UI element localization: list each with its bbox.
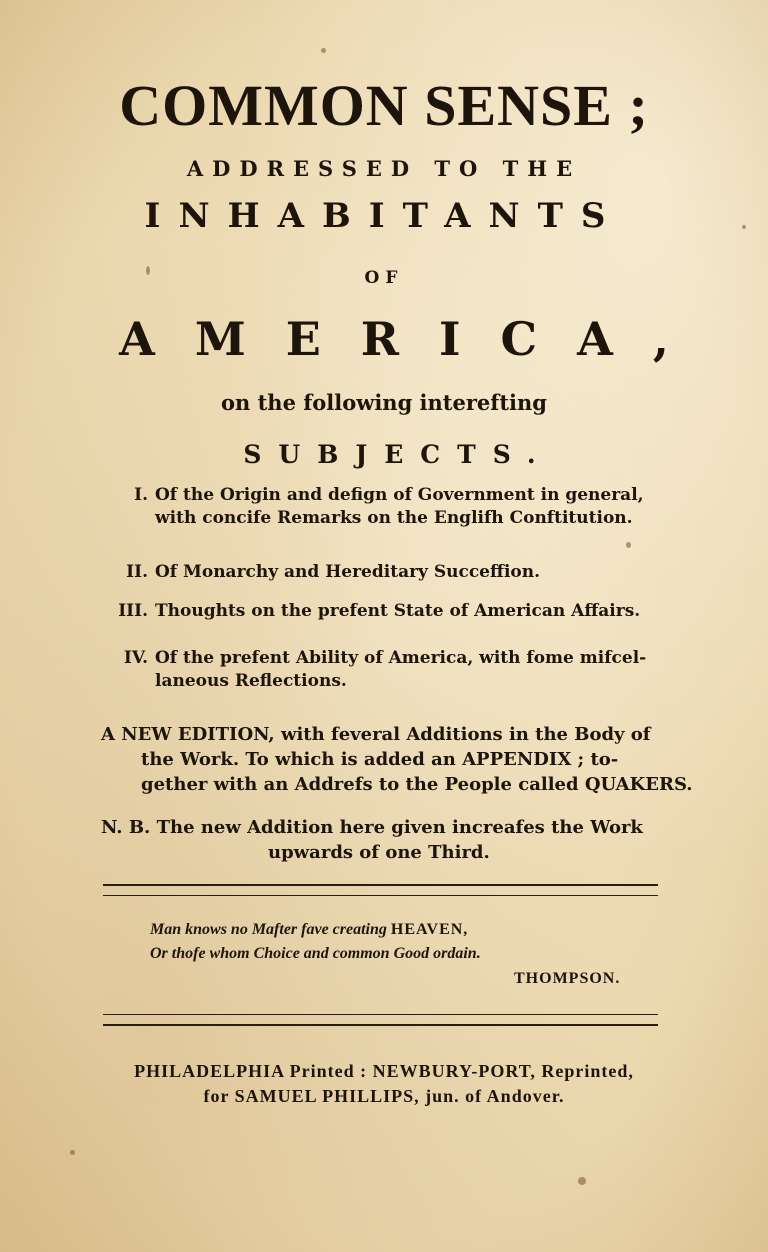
subject-numeral: III.	[118, 601, 148, 621]
of-line: OF	[364, 268, 404, 288]
divider-rule	[103, 1014, 658, 1015]
subjects-heading: SUBJECTS.	[243, 440, 553, 469]
subject-text-line: Of Monarchy and Hereditary Succeffion.	[155, 562, 541, 582]
motto-line	[150, 918, 468, 942]
inhabitants-line: INHABITANTS	[144, 196, 624, 236]
subject-text-line: laneous Reflections.	[155, 671, 347, 691]
nb-note-continuation	[268, 840, 490, 865]
addressed-line: ADDRESSED TO THE	[186, 156, 582, 181]
imprint-line: for SAMUEL PHILLIPS, jun. of Andover.	[203, 1086, 565, 1106]
nb-line: N. B. The new Addition here given increafes the Work	[101, 817, 643, 838]
paper-spot	[578, 1177, 586, 1185]
subject-text-line: with concife Remarks on the Englifh Conftitution.	[155, 508, 633, 528]
edition-note	[101, 722, 693, 797]
subject-text-line: Of the Origin and defign of Government in general,	[155, 485, 644, 505]
nb-note	[101, 815, 643, 840]
america-line: AMERICA,	[119, 312, 709, 366]
imprint-line: PHILADELPHIA Printed : NEWBURY-PORT, Reprinted,	[134, 1061, 634, 1081]
nb-line: upwards of one Third.	[268, 842, 490, 863]
edition-line: the Work. To which is added an APPENDIX ; to-	[141, 749, 619, 770]
book-title: COMMON SENSE ;	[119, 73, 649, 138]
motto-attribution: THOMPSON.	[514, 970, 621, 987]
divider-rule	[103, 895, 658, 896]
paper-spot	[70, 1150, 75, 1155]
subject-text-line: Of the prefent Ability of America, with fome mifcel-	[155, 648, 647, 668]
motto-line: Or thofe whom Choice and common Good ordain.	[150, 945, 481, 962]
paper-spot	[321, 48, 326, 53]
following-line: on the following interefting	[221, 390, 547, 415]
motto-heaven: HEAVEN,	[390, 921, 469, 938]
edition-line: gether with an Addrefs to the People called QUAKERS.	[141, 774, 693, 795]
subject-numeral: II.	[126, 562, 148, 582]
divider-rule	[103, 1024, 658, 1026]
subject-numeral: I.	[134, 485, 148, 505]
paper-spot	[626, 542, 631, 548]
subject-text-line: Thoughts on the prefent State of American Affairs.	[155, 601, 641, 621]
motto-text: Man knows no Mafter fave creating	[150, 921, 387, 938]
edition-line: A NEW EDITION, with feveral Additions in the Body of	[101, 724, 651, 745]
divider-rule	[103, 884, 658, 886]
subject-numeral: IV.	[123, 648, 148, 668]
